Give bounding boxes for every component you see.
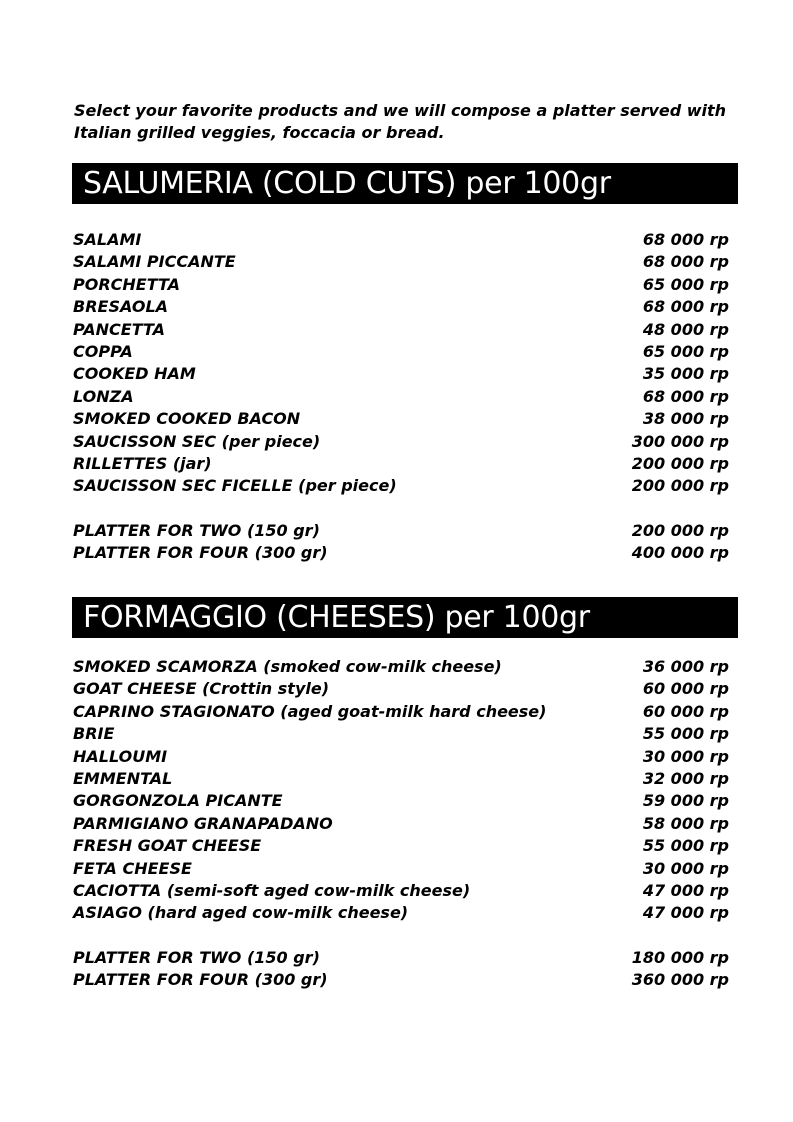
item-price: 47 000 rp xyxy=(642,903,729,923)
intro-text xyxy=(74,100,754,144)
platter-item xyxy=(73,947,729,969)
intro-line-1: Select your favorite products and we will compose a platter served with xyxy=(74,101,727,120)
menu-item xyxy=(73,790,729,812)
item-name: CACIOTTA (semi-soft aged cow-milk cheese) xyxy=(73,880,471,900)
menu-item xyxy=(73,475,729,497)
item-name: FRESH GOAT CHEESE xyxy=(73,836,262,856)
item-name: CAPRINO STAGIONATO (aged goat-milk hard cheese) xyxy=(73,701,547,721)
platter-name: PLATTER FOR TWO (150 gr) xyxy=(73,521,320,540)
menu-item xyxy=(73,431,729,453)
item-price: 300 000 rp xyxy=(631,431,729,451)
item-name: SAUCISSON SEC (per piece) xyxy=(73,431,321,451)
item-price: 68 000 rp xyxy=(642,252,729,272)
salumeria-items-list xyxy=(73,229,729,498)
platter-price: 200 000 rp xyxy=(631,521,729,540)
item-name: GOAT CHEESE (Crottin style) xyxy=(73,679,330,699)
platter-price: 400 000 rp xyxy=(631,543,729,563)
item-price: 65 000 rp xyxy=(642,274,729,294)
item-name: ASIAGO (hard aged cow-milk cheese) xyxy=(73,903,409,923)
menu-item xyxy=(73,656,729,678)
platter-name: PLATTER FOR TWO (150 gr) xyxy=(73,948,320,967)
platter-item xyxy=(73,969,729,991)
item-name: HALLOUMI xyxy=(73,746,168,766)
item-price: 55 000 rp xyxy=(642,724,729,744)
platter-name: PLATTER FOR FOUR (300 gr) xyxy=(73,543,328,563)
item-name: SALAMI xyxy=(73,230,142,249)
item-price: 30 000 rp xyxy=(642,746,729,766)
formaggio-items-list xyxy=(73,656,729,925)
item-name: SMOKED SCAMORZA (smoked cow-milk cheese) xyxy=(73,657,502,676)
platter-item xyxy=(73,520,729,542)
menu-item xyxy=(73,858,729,880)
item-price: 58 000 rp xyxy=(642,813,729,833)
item-price: 38 000 rp xyxy=(642,409,729,429)
platter-price: 360 000 rp xyxy=(631,970,729,990)
item-price: 47 000 rp xyxy=(642,880,729,900)
menu-item xyxy=(73,813,729,835)
platter-price: 180 000 rp xyxy=(631,948,729,967)
item-name: COPPA xyxy=(73,341,133,361)
menu-item xyxy=(73,453,729,475)
intro-line-2: Italian grilled veggies, foccacia or bread. xyxy=(74,123,445,142)
item-name: SALAMI PICCANTE xyxy=(73,252,236,272)
item-price: 55 000 rp xyxy=(642,836,729,856)
formaggio-header: FORMAGGIO (CHEESES) per 100gr xyxy=(72,597,738,638)
item-price: 68 000 rp xyxy=(642,386,729,406)
menu-item xyxy=(73,386,729,408)
item-price: 200 000 rp xyxy=(631,453,729,473)
item-name: SMOKED COOKED BACON xyxy=(73,409,301,429)
menu-item xyxy=(73,678,729,700)
item-price: 60 000 rp xyxy=(642,701,729,721)
item-name: BRESAOLA xyxy=(73,297,169,317)
menu-item xyxy=(73,408,729,430)
platter-name: PLATTER FOR FOUR (300 gr) xyxy=(73,970,328,990)
menu-item xyxy=(73,296,729,318)
platter-item xyxy=(73,542,729,564)
menu-item xyxy=(73,880,729,902)
item-price: 68 000 rp xyxy=(642,297,729,317)
menu-item xyxy=(73,319,729,341)
item-name: RILLETTES (jar) xyxy=(73,453,212,473)
item-name: GORGONZOLA PICANTE xyxy=(73,791,283,811)
item-name: LONZA xyxy=(73,386,134,406)
item-price: 48 000 rp xyxy=(642,319,729,339)
item-price: 36 000 rp xyxy=(642,657,729,676)
item-price: 59 000 rp xyxy=(642,791,729,811)
salumeria-header: SALUMERIA (COLD CUTS) per 100gr xyxy=(72,163,738,204)
item-name: EMMENTAL xyxy=(73,768,173,788)
menu-item xyxy=(73,229,729,251)
menu-item xyxy=(73,723,729,745)
formaggio-platters-list xyxy=(73,947,729,992)
item-name: BRIE xyxy=(73,724,115,744)
menu-item xyxy=(73,363,729,385)
menu-item xyxy=(73,701,729,723)
item-price: 35 000 rp xyxy=(642,364,729,384)
menu-item xyxy=(73,341,729,363)
item-price: 200 000 rp xyxy=(631,476,729,496)
menu-item xyxy=(73,902,729,924)
item-price: 68 000 rp xyxy=(642,230,729,249)
item-name: PORCHETTA xyxy=(73,274,181,294)
item-name: FETA CHEESE xyxy=(73,858,192,878)
item-name: COOKED HAM xyxy=(73,364,196,384)
menu-item xyxy=(73,835,729,857)
item-price: 30 000 rp xyxy=(642,858,729,878)
item-name: SAUCISSON SEC FICELLE (per piece) xyxy=(73,476,397,496)
item-price: 65 000 rp xyxy=(642,341,729,361)
menu-item xyxy=(73,274,729,296)
item-name: PARMIGIANO GRANAPADANO xyxy=(73,813,333,833)
item-price: 32 000 rp xyxy=(642,768,729,788)
menu-item xyxy=(73,251,729,273)
menu-item xyxy=(73,768,729,790)
item-name: PANCETTA xyxy=(73,319,166,339)
menu-item xyxy=(73,746,729,768)
salumeria-platters-list xyxy=(73,520,729,565)
item-price: 60 000 rp xyxy=(642,679,729,699)
